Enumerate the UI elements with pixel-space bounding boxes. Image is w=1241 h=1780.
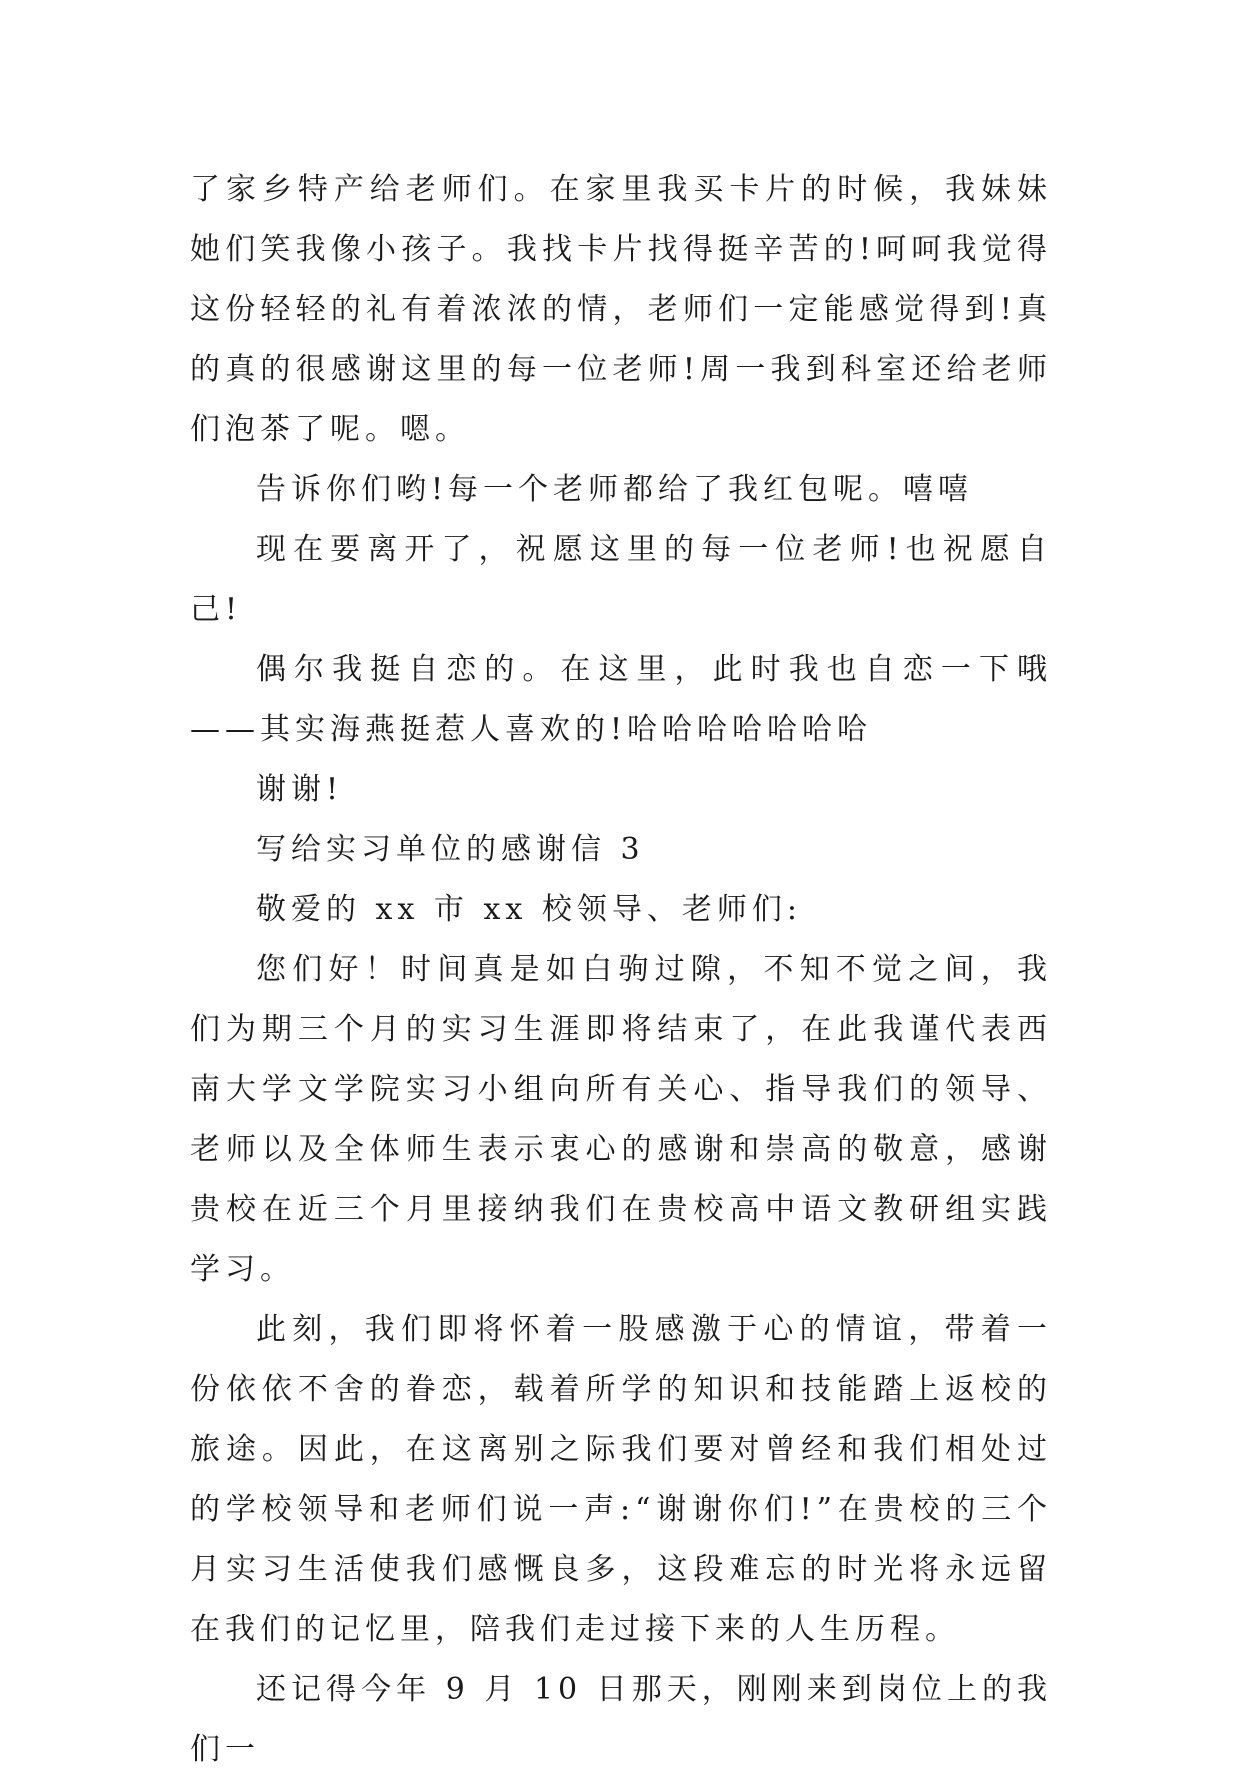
paragraph-1: 了家乡特产给老师们。在家里我买卡片的时候，我妹妹她们笑我像小孩子。我找卡片找得挺辛苦的!呵呵我觉得这份轻轻的礼有着浓浓的情，老师们一定能感觉得到!真的真的很感谢这里的每一位老师!周一我到科室还给老师们泡茶了呢。嗯。 <box>190 172 1052 447</box>
paragraph-10: 还记得今年 9 月 10 日那天，刚刚来到岗位上的我们一 <box>190 1672 1052 1767</box>
paragraph-9: 此刻，我们即将怀着一股感激于心的情谊，带着一份依依不舍的眷恋，载着所学的知识和技能踏上返校的旅途。因此，在这离别之际我们要对曾经和我们相处过的学校领导和老师们说一声:“谢谢你们!”在贵校的三个月实习生活使我们感慨良多，这段难忘的时光将永远留在我们的记忆里，陪我们走过接下来的人生历程。 <box>190 1312 1052 1647</box>
paragraph-8: 您们好！时间真是如白驹过隙，不知不觉之间，我们为期三个月的实习生涯即将结束了，在此我谨代表西南大学文学院实习小组向所有关心、指导我们的领导、老师以及全体师生表示衷心的感谢和崇高的敬意，感谢贵校在近三个月里接纳我们在贵校高中语文教研组实践学习。 <box>190 952 1052 1287</box>
letter-title: 写给实习单位的感谢信 3 <box>256 832 645 867</box>
paragraph-2: 告诉你们哟!每一个老师都给了我红包呢。嘻嘻 <box>256 472 974 507</box>
letter-salutation: 敬爱的 xx 市 xx 校领导、老师们: <box>256 892 802 927</box>
document-body <box>190 160 1052 1780</box>
paragraph-3: 现在要离开了，祝愿这里的每一位老师!也祝愿自己! <box>190 532 1052 627</box>
paragraph-4: 偶尔我挺自恋的。在这里，此时我也自恋一下哦——其实海燕挺惹人喜欢的!哈哈哈哈哈哈哈 <box>190 652 1052 747</box>
paragraph-5: 谢谢! <box>256 772 344 807</box>
